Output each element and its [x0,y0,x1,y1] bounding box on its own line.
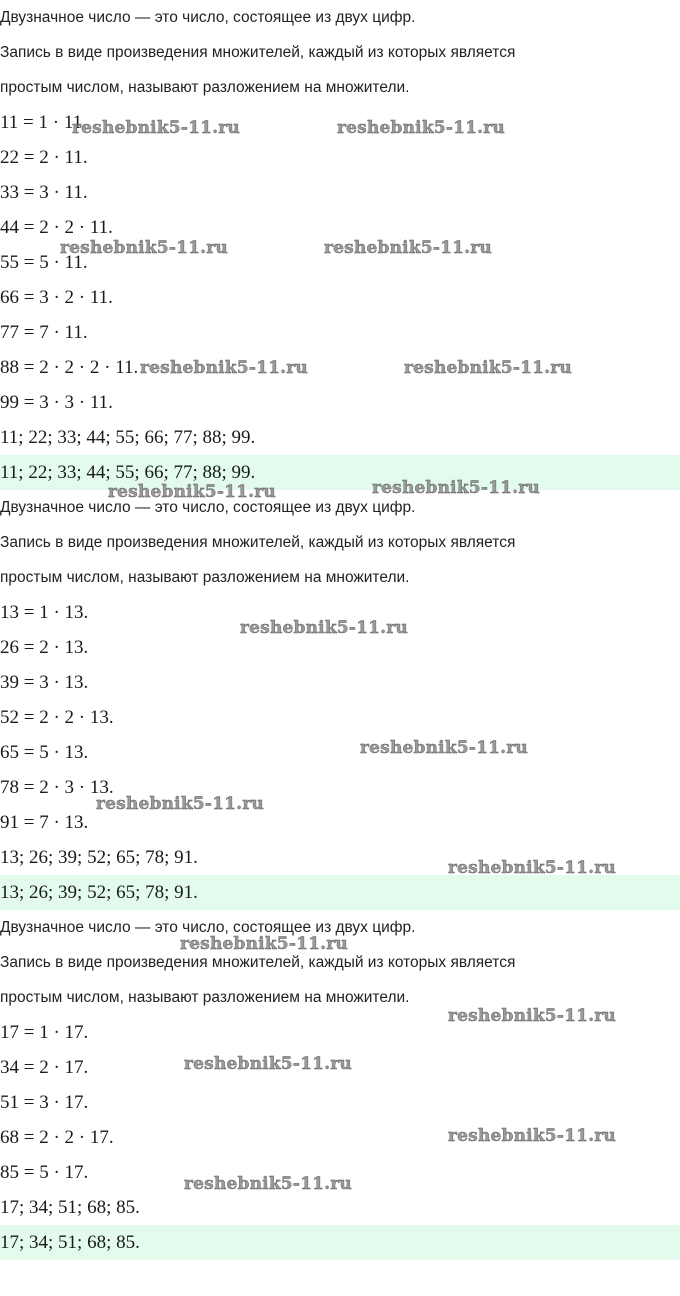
solution-block-1 [0,0,680,490]
result-list-line: 11; 22; 33; 44; 55; 66; 77; 88; 99. [0,427,256,448]
watermark: reshebnik5-11.ru [448,1006,616,1026]
intro-line: простым числом, называют разложением на множители. [0,569,410,586]
factorization-line: 77 = 7 · 11. [0,322,88,343]
intro-line: простым числом, называют разложением на множители. [0,79,410,96]
factorization-line: 68 = 2 · 2 · 17. [0,1127,114,1148]
factorization-line: 66 = 3 · 2 · 11. [0,287,113,308]
watermark: reshebnik5-11.ru [404,358,572,378]
result-list-line: 17; 34; 51; 68; 85. [0,1197,140,1218]
watermark: reshebnik5-11.ru [180,934,348,954]
factorization-line: 78 = 2 · 3 · 13. [0,777,114,798]
watermark: reshebnik5-11.ru [72,118,240,138]
factorization-line: 44 = 2 · 2 · 11. [0,217,113,238]
answer-line: 17; 34; 51; 68; 85. [0,1225,680,1260]
watermark: reshebnik5-11.ru [372,478,540,498]
intro-line: Запись в виде произведения множителей, каждый из которых является [0,44,516,61]
answer-line: 11; 22; 33; 44; 55; 66; 77; 88; 99. [0,455,680,490]
watermark: reshebnik5-11.ru [108,482,276,502]
watermark: reshebnik5-11.ru [360,738,528,758]
factorization-line: 17 = 1 · 17. [0,1022,89,1043]
factorization-line: 52 = 2 · 2 · 13. [0,707,114,728]
factorization-line: 33 = 3 · 11. [0,182,88,203]
solution-block-2 [0,490,680,910]
factorization-line: 99 = 3 · 3 · 11. [0,392,113,413]
factorization-line: 85 = 5 · 17. [0,1162,89,1183]
watermark: reshebnik5-11.ru [324,238,492,258]
factorization-line: 51 = 3 · 17. [0,1092,89,1113]
factorization-line: 26 = 2 · 13. [0,637,89,658]
factorization-line: 13 = 1 · 13. [0,602,89,623]
watermark: reshebnik5-11.ru [448,1126,616,1146]
factorization-line: 65 = 5 · 13. [0,742,89,763]
watermark: reshebnik5-11.ru [60,238,228,258]
watermark: reshebnik5-11.ru [448,858,616,878]
intro-line: простым числом, называют разложением на множители. [0,989,410,1006]
watermark: reshebnik5-11.ru [140,358,308,378]
intro-line: Двузначное число — это число, состоящее из двух цифр. [0,9,416,26]
factorization-line: 91 = 7 · 13. [0,812,89,833]
factorization-line: 55 = 5 · 11. [0,252,88,273]
result-list-line: 13; 26; 39; 52; 65; 78; 91. [0,847,198,868]
watermark: reshebnik5-11.ru [240,618,408,638]
intro-line: Запись в виде произведения множителей, каждый из которых является [0,534,516,551]
factorization-line: 11 = 1 · 11. [0,112,87,133]
watermark: reshebnik5-11.ru [184,1174,352,1194]
intro-line: Двузначное число — это число, состоящее из двух цифр. [0,919,416,936]
factorization-line: 88 = 2 · 2 · 2 · 11. [0,357,139,378]
watermark: reshebnik5-11.ru [96,794,264,814]
factorization-line: 22 = 2 · 11. [0,147,88,168]
watermark: reshebnik5-11.ru [337,118,505,138]
factorization-line: 34 = 2 · 17. [0,1057,89,1078]
answer-line: 13; 26; 39; 52; 65; 78; 91. [0,875,680,910]
solution-block-3 [0,910,680,1260]
intro-line: Запись в виде произведения множителей, каждый из которых является [0,954,516,971]
intro-line: Двузначное число — это число, состоящее из двух цифр. [0,499,416,516]
watermark: reshebnik5-11.ru [184,1054,352,1074]
factorization-line: 39 = 3 · 13. [0,672,89,693]
